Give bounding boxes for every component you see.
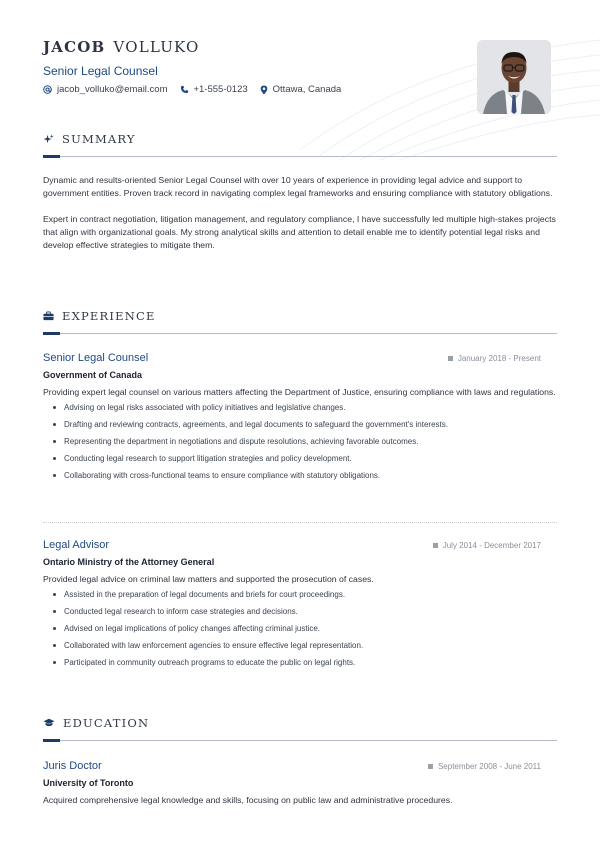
resume-header [43, 0, 557, 120]
entry-date-text: July 2014 - December 2017 [442, 541, 541, 550]
list-item: Assisted in the preparation of legal documents and briefs for court proceedings. [53, 586, 557, 603]
email-text: jacob_volluko@email.com [57, 84, 168, 95]
entry-date [433, 541, 541, 550]
education-divider [43, 739, 557, 742]
education-entry [43, 760, 557, 807]
entry-bullets [43, 586, 557, 671]
summary-section [43, 131, 557, 252]
list-item: Collaborating with cross-functional teams to ensure compliance with statutory obligations. [53, 467, 557, 484]
summary-divider [43, 155, 557, 158]
sparkle-icon [43, 134, 54, 145]
calendar-icon [433, 543, 438, 548]
experience-heading: EXPERIENCE [62, 309, 156, 323]
contact-location [260, 84, 342, 95]
job-title: Senior Legal Counsel [43, 64, 158, 78]
entry-description: Provided legal advice on criminal law matters and supported the prosecution of cases. [43, 574, 374, 584]
entry-description: Providing expert legal counsel on various matters affecting the Department of Justice, ensuring compliance with laws and regulations. [43, 387, 556, 397]
list-item: Collaborated with law enforcement agencies to ensure effective legal representation. [53, 637, 557, 654]
entry-date [448, 354, 541, 363]
list-item: Participated in community outreach programs to educate the public on legal rights. [53, 654, 557, 671]
experience-divider [43, 332, 557, 335]
summary-paragraph-1: Dynamic and results-oriented Senior Legal Counsel with over 10 years of experience in providing legal advice and support to government entities. Proven track record in navigating complex legal frameworks and ensuring compliance with statutory obligations. [43, 175, 553, 198]
entry-description: Acquired comprehensive legal knowledge and skills, focusing on public law and administrative procedures. [43, 795, 453, 805]
contact-row [43, 84, 353, 95]
phone-text: +1-555-0123 [193, 84, 248, 95]
list-item: Conducted legal research to inform case strategies and decisions. [53, 603, 557, 620]
list-item: Advised on legal implications of policy changes affecting criminal justice. [53, 620, 557, 637]
education-heading: EDUCATION [63, 716, 150, 730]
experience-section [43, 308, 557, 335]
list-item: Drafting and reviewing contracts, agreements, and legal documents to safeguard the government's interests. [53, 416, 557, 433]
location-text: Ottawa, Canada [272, 84, 342, 95]
profile-photo [477, 40, 551, 114]
graduation-cap-icon [43, 718, 55, 728]
contact-email[interactable] [43, 84, 168, 95]
experience-entry [43, 352, 557, 484]
entry-title: Legal Advisor [43, 539, 110, 551]
entry-bullets [43, 399, 557, 484]
map-pin-icon [260, 85, 268, 95]
calendar-icon [448, 356, 453, 361]
list-item: Advising on legal risks associated with policy initiatives and legislative changes. [53, 399, 557, 416]
candidate-name [43, 38, 200, 56]
entry-separator [43, 522, 557, 523]
experience-entry [43, 539, 557, 671]
contact-phone[interactable] [180, 84, 248, 95]
list-item: Representing the department in negotiations and dispute resolutions, achieving favorable outcomes. [53, 433, 557, 450]
list-item: Conducting legal research to support litigation strategies and policy development. [53, 450, 557, 467]
calendar-icon [428, 764, 433, 769]
entry-date-text: September 2008 - June 2011 [437, 762, 541, 771]
first-name: JACOB [43, 38, 106, 56]
last-name: VOLLUKO [113, 38, 200, 56]
entry-organization: University of Toronto [43, 778, 134, 788]
summary-heading: SUMMARY [62, 132, 136, 146]
entry-organization: Ontario Ministry of the Attorney General [43, 557, 215, 567]
portrait-image [477, 40, 551, 114]
entry-title: Juris Doctor [43, 760, 102, 772]
at-sign-icon [43, 85, 52, 94]
education-section [43, 715, 557, 742]
entry-organization: Government of Canada [43, 370, 143, 380]
entry-title: Senior Legal Counsel [43, 352, 149, 364]
summary-paragraph-2: Expert in contract negotiation, litigation management, and regulatory compliance, I have successfully led multiple high-stakes projects that align with organizational goals. My strong analytical skills and attention to detail enable me to identify potential legal risks and develop effective strategies to mitigate them. [43, 214, 556, 250]
briefcase-icon [43, 311, 54, 321]
entry-date-text: January 2018 - Present [457, 354, 541, 363]
entry-date [428, 762, 541, 771]
phone-icon [180, 85, 189, 94]
